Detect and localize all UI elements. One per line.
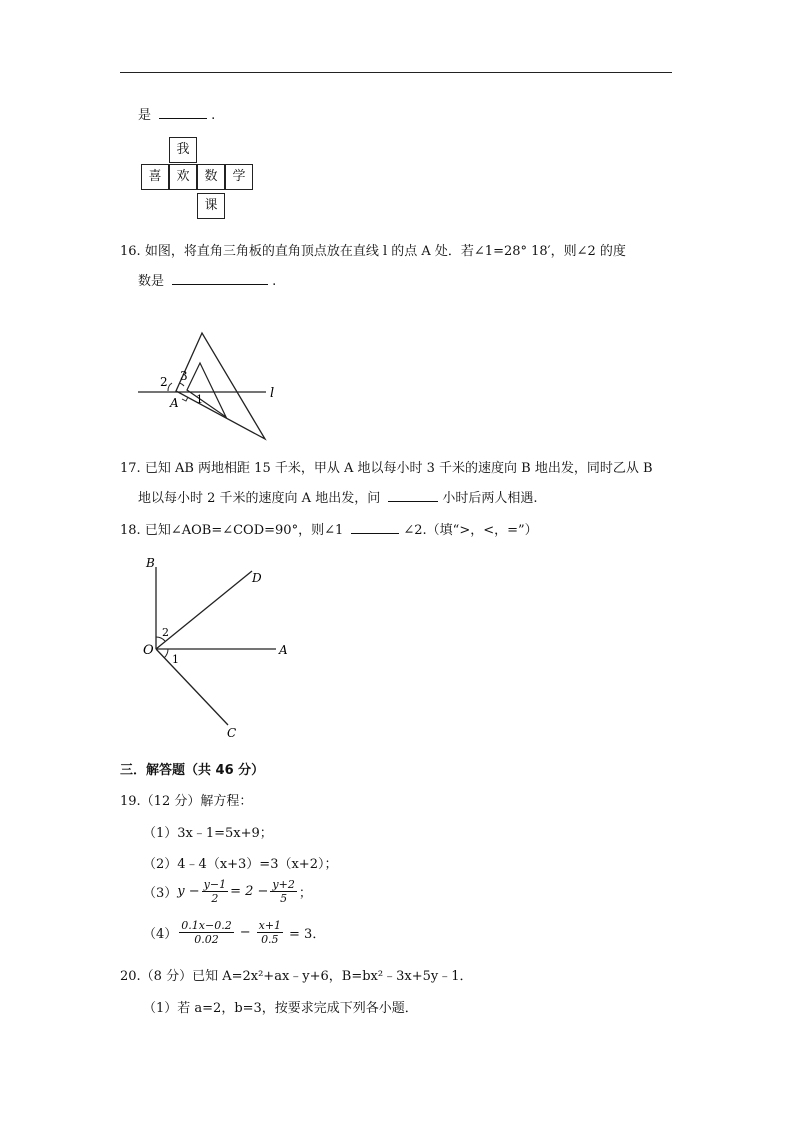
triangle-figure [130, 325, 290, 445]
q15-answer-line [138, 104, 215, 123]
cube-net-bottom-cell: 课 [197, 193, 225, 219]
fraction-numerator: 0.1x−0.2 [181, 919, 232, 932]
fraction-denominator: 0.02 [194, 933, 219, 946]
fraction-denominator: 2 [211, 892, 219, 905]
ray-OD [156, 571, 252, 649]
q19-part4-fraction1 [179, 919, 233, 946]
q19-part1: （1）3x﹣1=5x+9； [143, 826, 273, 841]
fig18-label-1: 1 [172, 653, 179, 666]
q16-answer-blank[interactable] [172, 271, 268, 285]
ray-OC [156, 649, 228, 725]
q17-suffix: 小时后两人相遇. [442, 491, 538, 506]
fraction-numerator: x+1 [258, 919, 282, 932]
q19-part3-lead: y − [177, 884, 200, 899]
fraction-denominator: 0.5 [261, 933, 279, 946]
q19-part4-mid: − [239, 925, 251, 940]
angle-figure [140, 553, 300, 743]
angle-1-arc [164, 649, 168, 658]
q18-prefix: 已知∠AOB=∠COD=90°，则∠1 [144, 523, 344, 538]
fig18-label-A: A [279, 643, 288, 657]
q17-text-line2: 地以每小时 2 千米的速度向 A 地出发，问 [138, 491, 381, 506]
q19-part3-label: （3） [143, 886, 178, 901]
q19-part3 [143, 878, 312, 905]
fig18-label-O: O [143, 643, 154, 658]
q17-line1 [120, 457, 653, 476]
cube-net-top-cell: 我 [169, 137, 197, 163]
q19-part2: （2）4﹣4（x+3）=3（x+2）； [143, 857, 338, 872]
cube-net-row-cell: 学 [225, 164, 253, 190]
q16-line2 [138, 270, 276, 289]
fraction-numerator: y+2 [272, 878, 295, 891]
fig18-label-B: B [146, 556, 155, 570]
angle-3-arc [179, 383, 184, 386]
fig16-label-l: l [270, 386, 275, 401]
cube-net-row-cell: 喜 [141, 164, 169, 190]
header-rule [120, 72, 672, 73]
q20-part1: （1）若 a=2，b=3，按要求完成下列各小题． [143, 1001, 418, 1016]
q18-answer-blank[interactable] [351, 520, 399, 534]
q17-text-line1: 已知 AB 两地相距 15 千米，甲从 A 地以每小时 3 千米的速度向 B 地出发，同时乙从 B [144, 461, 653, 476]
q17-answer-blank[interactable] [388, 488, 438, 502]
q19-part3-fraction2 [270, 878, 296, 905]
q19-head: 19.（12 分）解方程： [120, 794, 253, 809]
fig16-label-3: 3 [180, 369, 188, 383]
fig16-label-A: A [170, 396, 179, 410]
q16-text-line1: 如图，将直角三角板的直角顶点放在直线 l 的点 A 处．若∠1=28° 18′，则∠2 的度 [144, 244, 626, 259]
q18-number: 18. [120, 523, 141, 538]
fig16-label-2: 2 [160, 375, 168, 389]
inner-triangle [187, 363, 226, 417]
fraction-numerator: y−1 [203, 878, 227, 891]
q15-prefix: 是 [138, 108, 152, 123]
q17-number: 17. [120, 461, 141, 476]
cube-net-row-cell: 欢 [169, 164, 197, 190]
q18-line [120, 519, 538, 538]
q19-part3-end: ； [298, 886, 312, 901]
q17-line2 [138, 487, 537, 506]
q19-part3-fraction1 [202, 878, 228, 905]
q15-suffix: . [211, 108, 216, 123]
angle-2-arc [168, 383, 172, 391]
q16-suffix: . [272, 274, 277, 289]
fig18-label-2: 2 [162, 626, 169, 639]
q16-text-line2: 数是 [138, 274, 165, 289]
q19-part3-mid: = 2 − [230, 884, 269, 899]
fig16-label-1: 1 [196, 393, 203, 406]
section-title: 三．解答题（共 46 分） [120, 763, 265, 778]
q16-line1 [120, 240, 626, 259]
q15-answer-blank[interactable] [159, 105, 207, 119]
q16-number: 16. [120, 244, 141, 259]
q19-part4-label: （4） [143, 927, 178, 942]
cube-net-row-cell: 数 [197, 164, 225, 190]
q18-suffix: ∠2.（填“>，<，=”） [403, 523, 538, 538]
q19-part4 [143, 919, 325, 946]
q20-head: 20.（8 分）已知 A=2x²+ax﹣y+6，B=bx²﹣3x+5y﹣1． [120, 969, 473, 984]
q19-part4-end: = 3． [289, 927, 326, 942]
fig18-label-D: D [252, 571, 262, 585]
fraction-denominator: 5 [280, 892, 288, 905]
fig18-label-C: C [227, 726, 237, 740]
q19-part4-fraction2 [257, 919, 283, 946]
